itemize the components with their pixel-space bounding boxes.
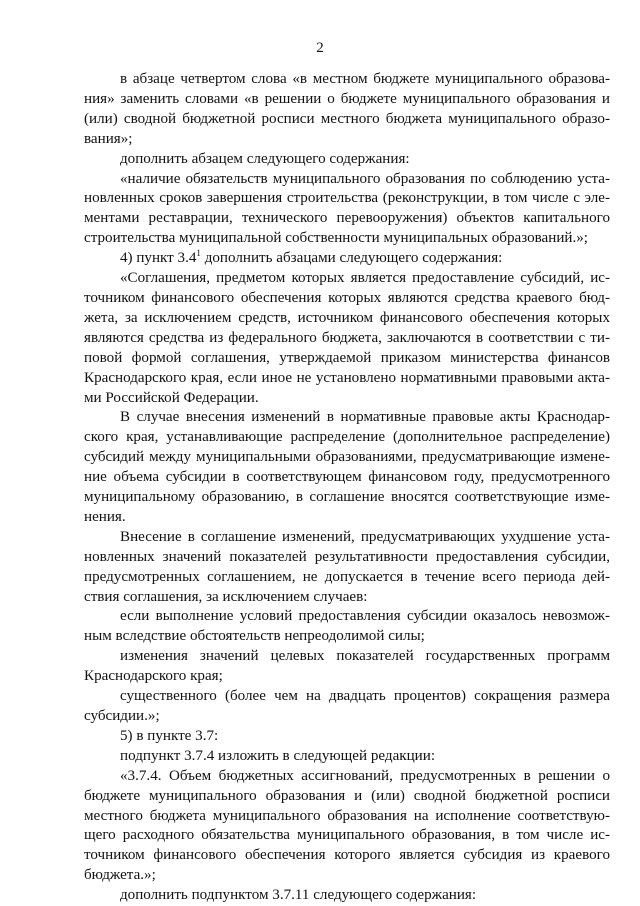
text-line: предусмотренных соглашением, не допускается в течение всего периода дей- (84, 568, 610, 585)
text-line: точником финансового обеспечения которого является субсидия из краевого (84, 847, 610, 864)
paragraph (84, 607, 610, 647)
paragraph (84, 249, 610, 408)
paragraph (84, 687, 610, 727)
page-number: 2 (316, 40, 324, 56)
text-line: изменения значений целевых показателей государственных программ (120, 648, 610, 665)
text-line: существенного (более чем на двадцать процентов) сокращения размера (120, 688, 610, 705)
text-line: если выполнение условий предоставления субсидии оказалось невозмож- (120, 608, 610, 625)
paragraph (84, 528, 610, 608)
paragraph (84, 647, 610, 687)
superscript: 1 (196, 248, 201, 259)
text-line: «3.7.4. Объем бюджетных ассигнований, предусмотренных в решении о (120, 767, 610, 784)
text-line: ния» заменить словами «в решении о бюджете муниципального образования и (84, 90, 610, 107)
text-line: бюджете муниципального образования и (или) сводной бюджетной росписи (84, 787, 610, 804)
text-line: ствия соглашения, за исключением случаев: (84, 588, 368, 605)
paragraph (84, 70, 610, 150)
text-line: ментами реставрации, технического перевооружения) объектов капитального (84, 210, 610, 227)
text-line: строительства муниципальной собственности муниципальных образований.»; (84, 230, 588, 247)
text-line: «наличие обязательств муниципального образования по соблюдению уста- (120, 170, 610, 187)
text-line: В случае внесения изменений в нормативные правовые акты Краснодар- (120, 409, 610, 426)
text-line: Внесение в соглашение изменений, предусматривающих ухудшение уста- (120, 528, 610, 545)
document-body (84, 70, 610, 906)
paragraph (84, 727, 610, 747)
text-line: жета, за исключением средств, источником финансового обеспечения которых (84, 309, 610, 326)
paragraph (84, 886, 610, 906)
text-run: дополнить абзацами следующего содержания: (200, 250, 503, 267)
text-line: 5) в пункте 3.7: (120, 727, 219, 744)
text-line: повой формой соглашения, утверждаемой приказом министерства финансов (84, 349, 610, 366)
text-line: бюджета.»; (84, 867, 156, 884)
text-line: точником финансового обеспечения которых являются средства краевого бюд- (84, 289, 610, 306)
paragraph (84, 170, 610, 250)
text-line: ми Российской Федерации. (84, 389, 259, 406)
text-run: 4) пункт 3.4 (120, 250, 197, 267)
text-line: ние объема субсидии в соответствующем финансовом году, предусмотренного (84, 469, 610, 486)
text-line (84, 249, 610, 269)
text-line: субсидии.»; (84, 708, 160, 724)
text-line: местного бюджета муниципального образования на исполнение соответствую- (84, 807, 610, 824)
text-line: дополнить подпунктом 3.7.11 следующего содержания: (120, 887, 477, 904)
text-line: Краснодарского края, если иное не установлено нормативными правовыми акта- (84, 369, 610, 386)
paragraph (84, 150, 610, 170)
text-line: являются средства из федерального бюджета, заключаются в соответствии с ти- (84, 329, 610, 346)
text-line: субсидий между муниципальными образованиями, предусматривающие измене- (84, 449, 610, 466)
text-line: в абзаце четвертом слова «в местном бюджете муниципального образова- (120, 71, 610, 87)
text-line: ского края, устанавливающие распределение (дополнительное распределение) (84, 429, 610, 446)
text-line: Краснодарского края; (84, 668, 223, 685)
text-line: щего расходного обязательства муниципального образования, в том числе ис- (84, 827, 610, 844)
text-line: ным вследствие обстоятельств непреодолимой силы; (84, 628, 425, 645)
text-line: новленных значений показателей результативности предоставления субсидии, (84, 548, 610, 565)
text-line: новленных сроков завершения строительства (реконструкции, в том числе с эле- (84, 190, 610, 207)
text-line: муниципальному образованию, в соглашение вносятся соответствующие изме- (84, 489, 610, 506)
text-line: (или) сводной бюджетной росписи местного бюджета муниципального образо- (84, 110, 610, 127)
text-line: дополнить абзацем следующего содержания: (120, 150, 410, 167)
text-line: подпункт 3.7.4 изложить в следующей редакции: (120, 747, 436, 764)
text-line: вания»; (84, 130, 133, 147)
paragraph (84, 767, 610, 886)
paragraph (84, 747, 610, 767)
paragraph (84, 408, 610, 527)
text-line: нения. (84, 508, 126, 525)
text-line: «Соглашения, предметом которых является предоставление субсидий, ис- (120, 270, 610, 287)
